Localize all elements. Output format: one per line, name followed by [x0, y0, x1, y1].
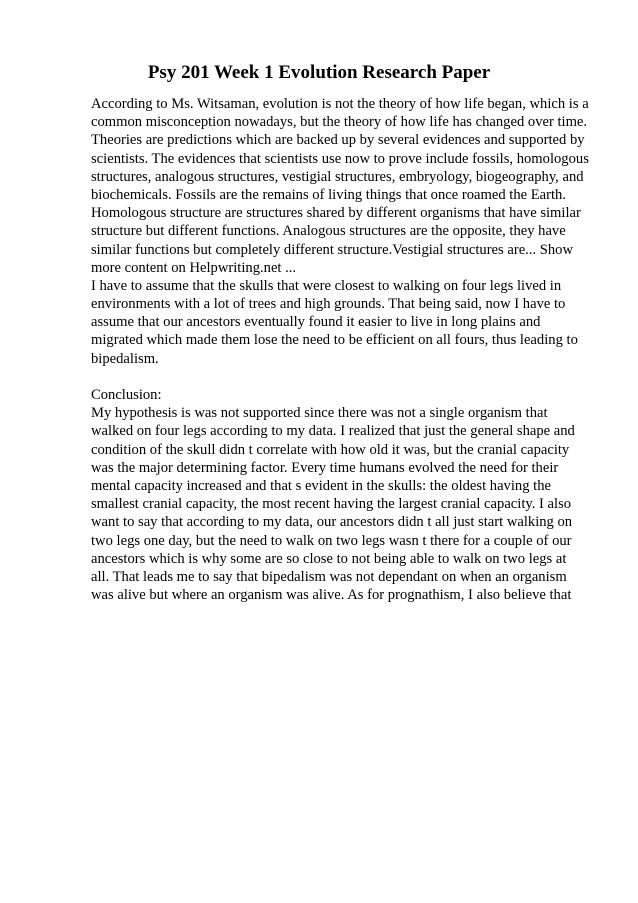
text-line: similar functions but completely different structure.Vestigial structures are... Show: [91, 241, 574, 258]
text-line: all. That leads me to say that bipedalism was not dependant on when an organism: [91, 568, 567, 585]
paragraph-skulls: [91, 277, 601, 368]
text-line: Theories are predictions which are backed up by several evidences and supported by: [91, 132, 585, 149]
text-line: condition of the skull didn t correlate with how old it was, but the cranial capacity: [91, 441, 570, 458]
text-line: I have to assume that the skulls that were closest to walking on four legs lived in: [91, 277, 562, 294]
text-line: Homologous structure are structures shared by different organisms that have similar: [91, 205, 581, 222]
text-line: want to say that according to my data, our ancestors didn t all just start walking on: [91, 514, 573, 531]
text-line: migrated which made them lose the need to be efficient on all fours, thus leading to: [91, 332, 578, 349]
document-title: Psy 201 Week 1 Evolution Research Paper: [147, 62, 491, 83]
text-line: structure but different functions. Analogous structures are the opposite, they have: [91, 223, 566, 240]
paragraph-spacer: [91, 368, 601, 386]
text-line: more content on Helpwriting.net ...: [91, 259, 297, 276]
text-line: environments with a lot of trees and high grounds. That being said, now I have to: [91, 296, 566, 313]
text-line: According to Ms. Witsaman, evolution is not the theory of how life began, which is a: [91, 96, 589, 112]
text-line: biochemicals. Fossils are the remains of living things that once roamed the Earth.: [91, 186, 566, 203]
text-line: ancestors which is why some are so close to not being able to walk on two legs at: [91, 550, 567, 567]
text-line: was the major determining factor. Every time humans evolved the need for their: [91, 459, 559, 476]
text-line: smallest cranial capacity, the most recent having the largest cranial capacity. I also: [91, 496, 572, 513]
text-line: assume that our ancestors eventually found it easier to live in long plains and: [91, 314, 541, 331]
paragraph-conclusion: [91, 404, 601, 604]
document-body: [91, 95, 601, 604]
text-line: was alive but where an organism was alive. As for prognathism, I also believe that: [91, 587, 572, 604]
text-line: common misconception nowadays, but the theory of how life has changed over time.: [91, 114, 588, 131]
text-line: two legs one day, but the need to walk on two legs wasn t there for a couple of our: [91, 532, 572, 549]
text-line: structures, analogous structures, vestigial structures, embryology, biogeography, and: [91, 168, 584, 185]
text-line: mental capacity increased and that s evident in the skulls: the oldest having the: [91, 477, 551, 494]
text-line: walked on four legs according to my data. I realized that just the general shape and: [91, 423, 575, 440]
text-line: scientists. The evidences that scientists use now to prove include fossils, homologous: [91, 150, 589, 167]
text-line: My hypothesis is was not supported since there was not a single organism that: [91, 405, 548, 422]
text-line: bipedalism.: [91, 350, 159, 367]
conclusion-heading: Conclusion:: [91, 387, 162, 403]
paragraph-intro: [91, 95, 601, 277]
